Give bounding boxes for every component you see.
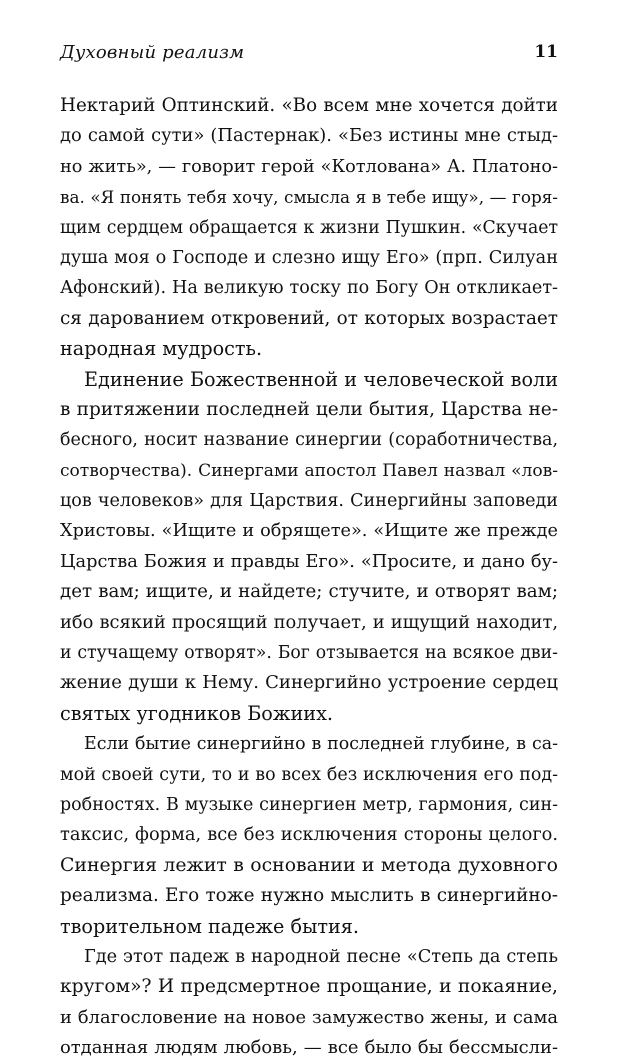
text-line: творительном падеже бытия. xyxy=(60,914,359,938)
running-title: Духовный реализм xyxy=(60,42,245,63)
text-line: но жить», — говорит герой «Котлована» А. Платоно- xyxy=(60,156,558,177)
text-line: реализма. Его тоже нужно мыслить в синергийно- xyxy=(60,885,558,907)
text-line: жение души к Нему. Синергийно устроение сердец xyxy=(60,672,558,694)
text-line: сотворчества). Синергами апостол Павел назвал «лов- xyxy=(60,460,558,481)
text-line: дет вам; ищите, и найдете; стучите, и отворят вам; xyxy=(60,581,558,603)
text-line: ва. «Я понять тебя хочу, смысла я в тебе ищу», — горя- xyxy=(60,187,558,208)
text-line: Если бытие синергийно в последней глубине, в са- xyxy=(84,734,558,755)
text-line: Единение Божественной и человеческой воли xyxy=(84,367,558,391)
text-line: душа моя о Господе и слезно ищу Его» (прп. Силуан xyxy=(60,247,558,268)
text-line: отданная людям любовь, — все было бы бессмысли- xyxy=(60,1037,558,1059)
text-line: в притяжении последней цели бытия, Царства не- xyxy=(60,398,558,420)
text-line: Царства Божия и правды Его». «Просите, и дано бу- xyxy=(60,551,558,572)
body-text xyxy=(60,91,558,1064)
text-line: ся дарованием откровений, от которых возрастает xyxy=(60,307,558,329)
text-line: ибо всякий просящий получает, и ищущий находит, xyxy=(60,611,558,633)
text-line: робностях. В музыке синергиен метр, гармония, син- xyxy=(60,794,558,815)
text-line: цов человеков» для Царствия. Синергийны заповеди xyxy=(60,491,558,512)
text-line: и стучащему отворят». Бог отзывается на всякое дви- xyxy=(60,643,558,664)
text-line: Христовы. «Ищите и обрящете». «Ищите же прежде xyxy=(60,521,558,542)
text-line: до самой сути» (Пастернак). «Без истины мне стыд- xyxy=(60,125,558,147)
text-line: святых угодников Божиих. xyxy=(60,701,333,725)
text-line: Синергия лежит в основании и метода духовного xyxy=(60,854,558,876)
text-line: кругом»? И предсмертное прощание, и покаяние, xyxy=(60,976,558,998)
text-line: бесного, носит название синергии (соработничества, xyxy=(60,430,558,451)
text-line: мой своей сути, то и во всех без исключения его под- xyxy=(60,764,558,785)
text-line: таксис, форма, все без исключения стороны целого. xyxy=(60,824,558,846)
text-line: щим сердцем обращается к жизни Пушкин. «Скучает xyxy=(60,217,558,238)
page-number: 11 xyxy=(534,42,558,62)
running-head xyxy=(60,42,558,70)
text-line: Афонский). На великую тоску по Богу Он откликает- xyxy=(60,278,558,299)
text-line: и благословение на новое замужество жены, и сама xyxy=(60,1006,558,1028)
text-line: Нектарий Оптинский. «Во всем мне хочется дойти xyxy=(60,95,558,116)
text-line: народная мудрость. xyxy=(60,337,263,361)
text-line: Где этот падеж в народной песне «Степь да степь xyxy=(84,946,558,967)
